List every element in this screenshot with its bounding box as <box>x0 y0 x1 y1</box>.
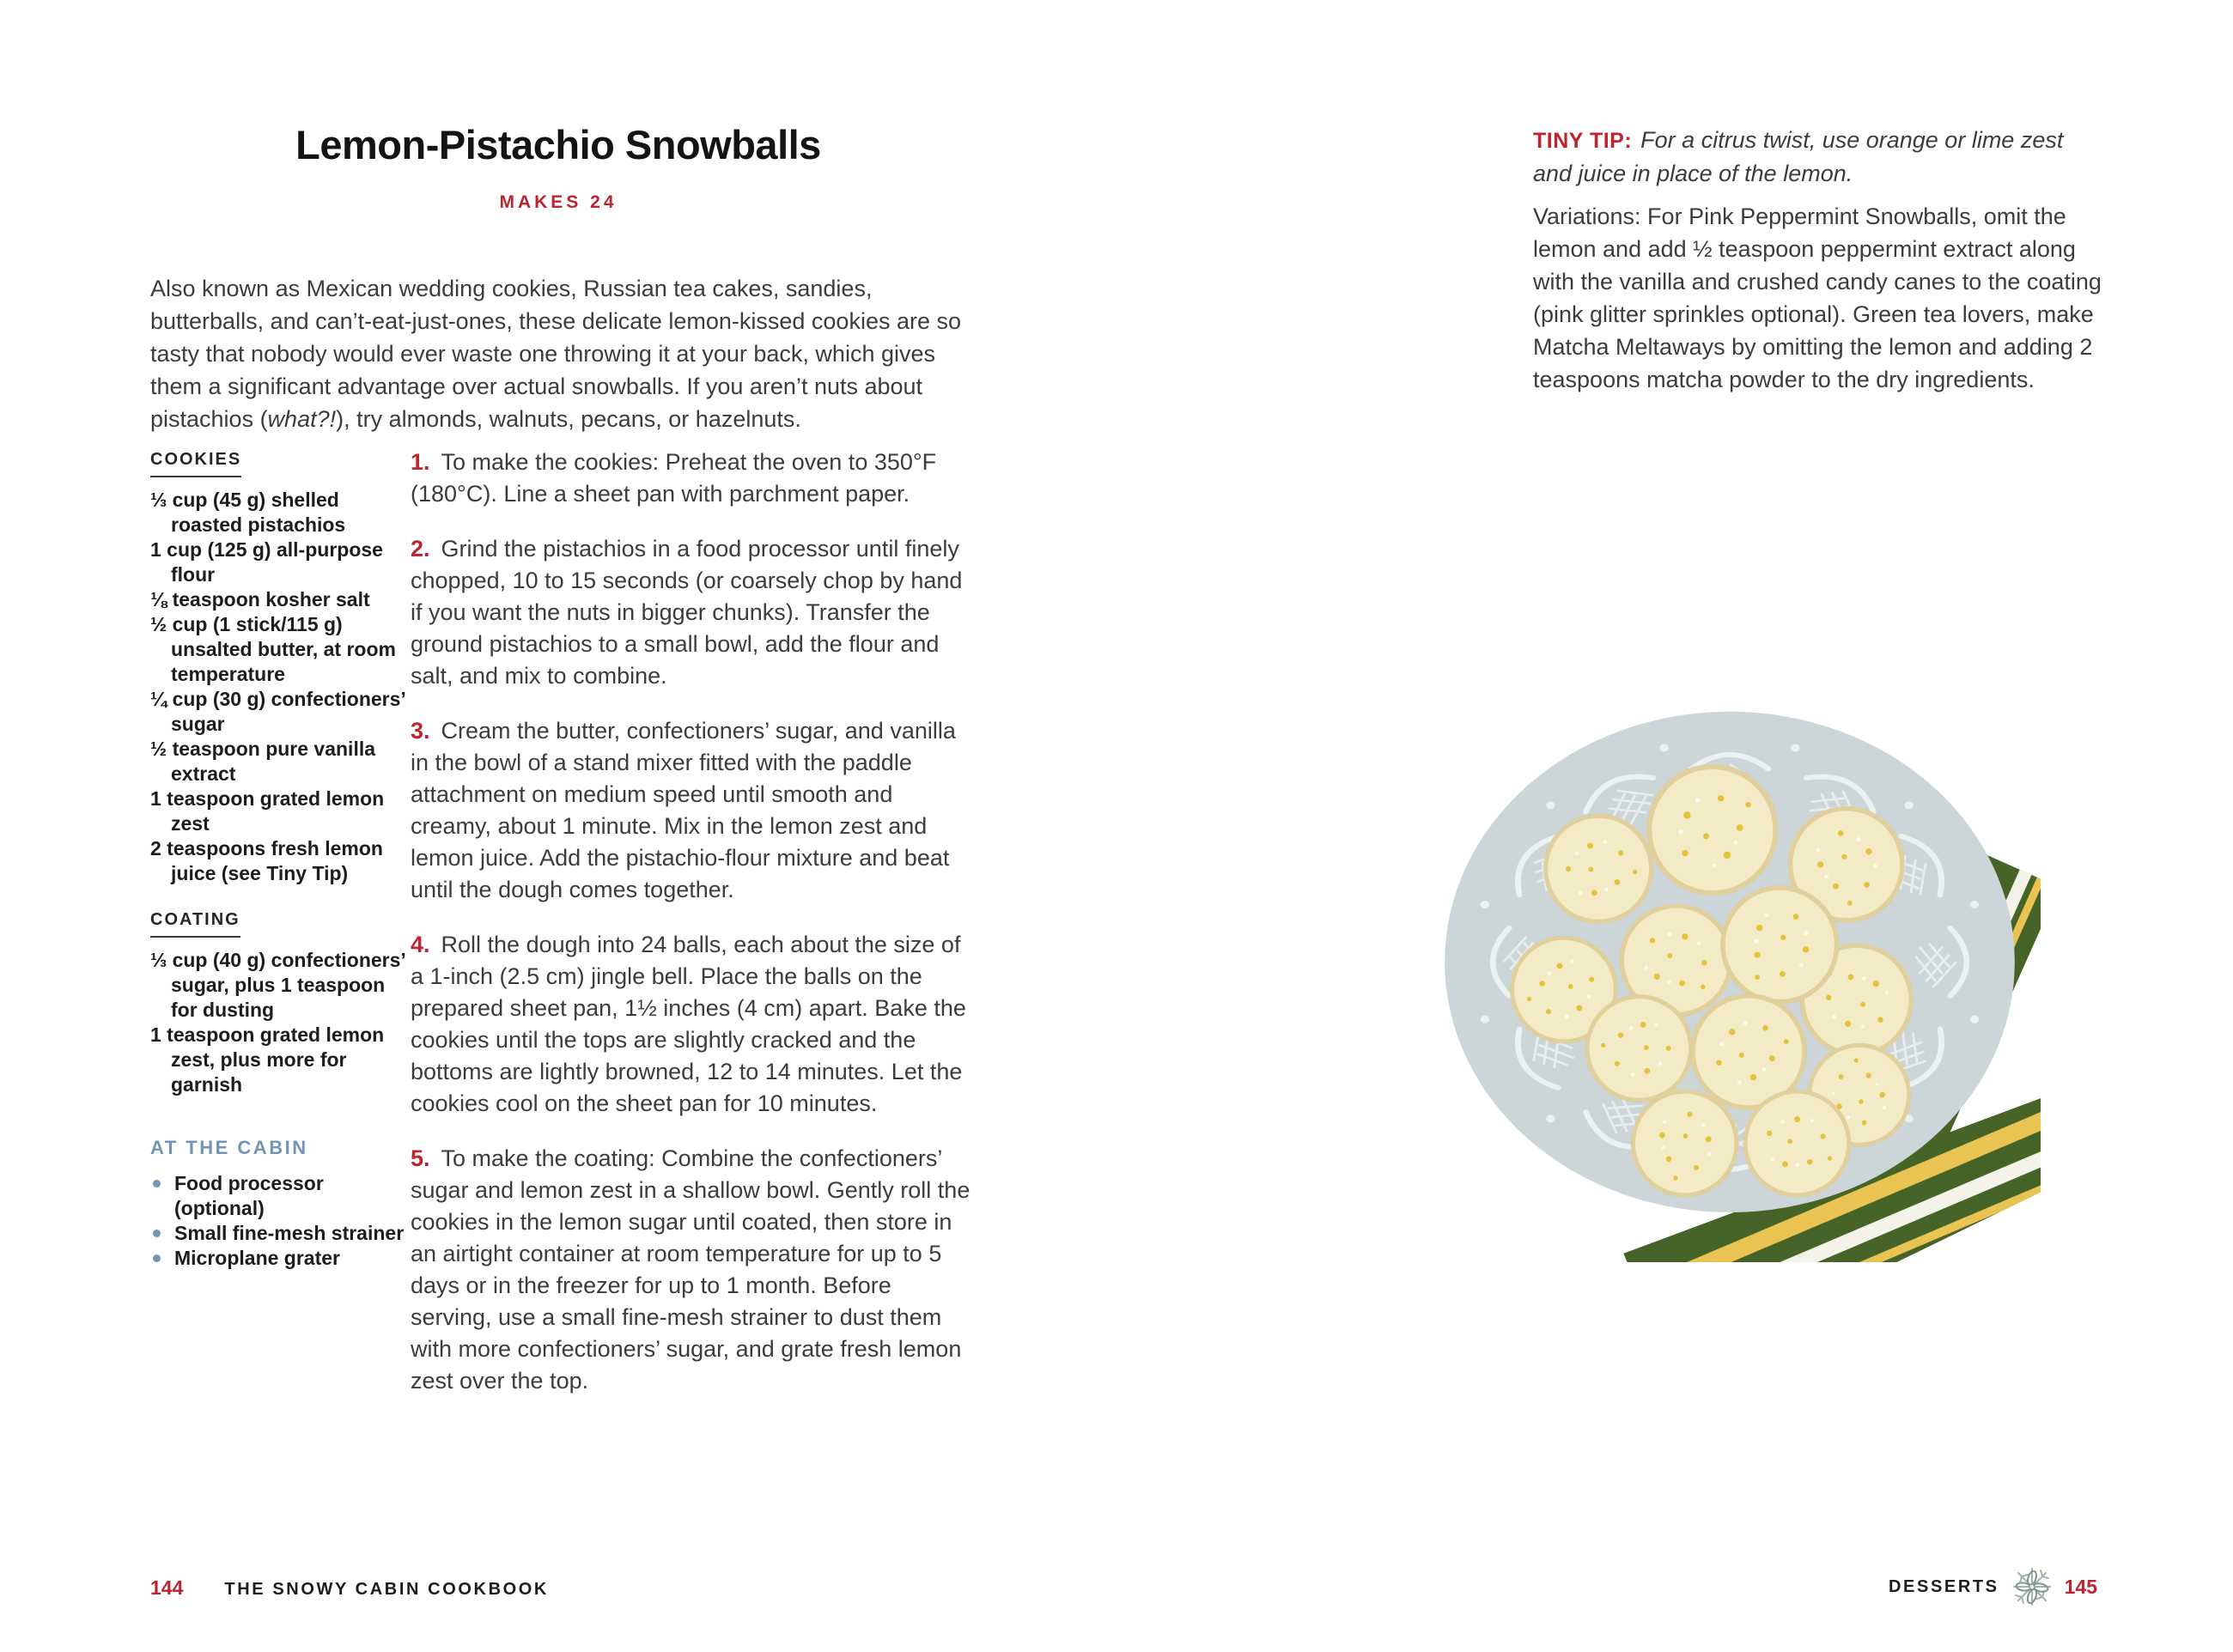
coating-ingredients-section <box>150 910 410 1097</box>
at-the-cabin-section <box>150 1137 410 1271</box>
section-running-head: DESSERTS <box>1889 1576 1999 1596</box>
cookies-ingredients-section <box>150 450 410 886</box>
intro-paragraph <box>150 272 979 435</box>
cookies-plate-illustration <box>1419 700 2041 1262</box>
ingredient-item: 1 teaspoon grated lemon zest <box>150 787 385 835</box>
intro-text-end: ), try almonds, walnuts, pecans, or hazelnuts. <box>336 406 801 432</box>
page-number-left: 144 <box>150 1576 184 1599</box>
method-steps-column <box>411 446 977 1420</box>
step-number: 5. <box>411 1145 430 1171</box>
variations-paragraph: Variations: For Pink Peppermint Snowballs, omit the lemon and add ½ teaspoon peppermint extract along with the vanilla and crushed candy canes to the coating (pink glitter sprinkles optional). Green tea lovers, make Matcha Meltaways by omitting the lemon and adding 2 teaspoons matcha powder to the dry ingredients. <box>1533 203 2102 392</box>
cookies-section-heading: COOKIES <box>150 450 241 477</box>
step-number: 1. <box>411 449 430 475</box>
ingredient-item: ⅛ teaspoon kosher salt <box>150 588 370 610</box>
ingredient-item: 1 cup (125 g) all-purpose flour <box>150 538 383 586</box>
ingredient-item: ½ teaspoon pure vanilla extract <box>150 738 376 785</box>
snowflake-icon <box>2010 1564 2054 1609</box>
ingredient-item: ½ cup (1 stick/115 g) unsalted butter, at room temperature <box>150 613 396 685</box>
ingredient-item: ⅓ cup (40 g) confectioners’ sugar, plus 1 teaspoon for dusting <box>150 949 405 1021</box>
ingredient-item: ¼ cup (30 g) confectioners’ sugar <box>150 688 405 735</box>
page-title: Lemon-Pistachio Snowballs <box>295 122 821 168</box>
left-page-footer <box>150 1576 549 1600</box>
intro-italic-text: what?! <box>267 406 337 432</box>
coating-section-heading: COATING <box>150 910 240 938</box>
step <box>411 533 977 692</box>
page-number-right: 145 <box>2064 1575 2097 1598</box>
step <box>411 929 977 1120</box>
step <box>411 446 977 510</box>
step-text: Grind the pistachios in a food processor until finely chopped, 10 to 15 seconds (or coarsely chop by hand if you want the nuts in bigger chunks). Transfer the ground pistachios to a small bowl, add the flour and salt, and mix to combine. <box>411 536 963 689</box>
tip-and-variations <box>1533 124 2102 419</box>
equipment-item: Microplane grater <box>150 1246 410 1271</box>
right-page-footer <box>1889 1564 2097 1609</box>
yield-label: MAKES 24 <box>499 192 618 212</box>
step <box>411 715 977 906</box>
equipment-item: Small fine-mesh strainer <box>150 1221 410 1246</box>
at-the-cabin-heading: AT THE CABIN <box>150 1137 308 1158</box>
step-number: 2. <box>411 536 430 562</box>
tiny-tip <box>1533 124 2102 190</box>
ingredients-column <box>150 450 410 1271</box>
ingredient-item: 1 teaspoon grated lemon zest, plus more for garnish <box>150 1023 385 1096</box>
tiny-tip-label: TINY TIP: <box>1533 129 1633 153</box>
equipment-item: Food processor (optional) <box>150 1171 410 1221</box>
tiny-tip-text: For a citrus twist, use orange or lime zest and juice in place of the lemon. <box>1533 127 2064 186</box>
step-number: 4. <box>411 932 430 957</box>
step-text: Cream the butter, confectioners’ sugar, and vanilla in the bowl of a stand mixer fitted with the paddle attachment on medium speed until smooth and creamy, about 1 minute. Mix in the lemon zest and lemon juice. Add the pistachio-flour mixture and beat until the dough comes together. <box>411 718 956 902</box>
step-number: 3. <box>411 718 430 744</box>
step-text: Roll the dough into 24 balls, each about the size of a 1-inch (2.5 cm) jingle bell. Place the balls on the prepared sheet pan, 1½ inches (4 cm) apart. Bake the cookies until the tops are slightly cracked and the bottoms are lightly browned, 12 to 14 minutes. Let the cookies cool on the sheet pan for 10 minutes. <box>411 932 966 1116</box>
step-text: To make the cookies: Preheat the oven to 350°F (180°C). Line a sheet pan with parchment paper. <box>411 449 937 507</box>
step <box>411 1143 977 1397</box>
intro-text: Also known as Mexican wedding cookies, Russian tea cakes, sandies, butterballs, and can’t-eat-just-ones, these delicate lemon-kissed cookies are so tasty that nobody would ever waste one throwing it at your back, which gives them a significant advantage over actual snowballs. If you aren’t nuts about pistachios ( <box>150 276 961 432</box>
ingredient-item: ⅓ cup (45 g) shelled roasted pistachios <box>150 489 346 536</box>
step-text: To make the coating: Combine the confectioners’ sugar and lemon zest in a shallow bowl. Gently roll the cookies in the lemon sugar until coated, then store in an airtight container at room temperature for up to 5 days or in the freezer for up to 1 month. Before serving, use a small fine-mesh strainer to dust them with more confectioners’ sugar, and grate fresh lemon zest over the top. <box>411 1145 970 1394</box>
ingredient-item: 2 teaspoons fresh lemon juice (see Tiny Tip) <box>150 837 383 884</box>
book-title-running-head: THE SNOWY CABIN COOKBOOK <box>224 1580 549 1599</box>
